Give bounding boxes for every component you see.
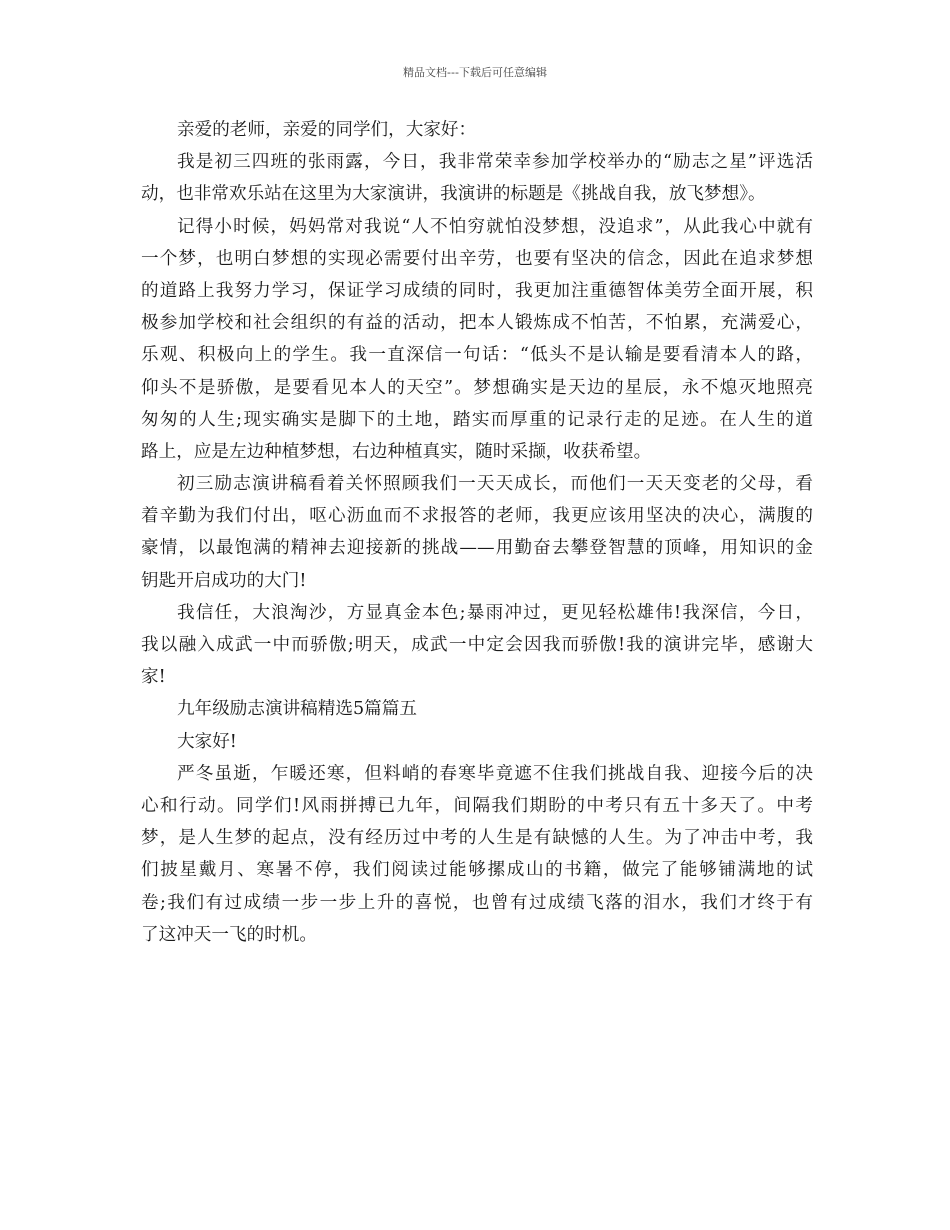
text-line: 动，也非常欢乐站在这里为大家演讲，我演讲的标题是《挑战自我，放飞梦想》。 bbox=[141, 184, 766, 205]
document-body bbox=[141, 114, 813, 951]
text-line: 我以融入成武一中而骄傲;明天，成武一中定会因我而骄傲!我的演讲完毕，感谢大 bbox=[141, 635, 813, 655]
text-line: 着辛勤为我们付出，呕心沥血而不求报答的老师，我更应该用坚决的决心，满腹的 bbox=[141, 506, 813, 527]
text-line: 心和行动。同学们!风雨拼搏已九年，间隔我们期盼的中考只有五十多天了。中考 bbox=[141, 795, 813, 816]
text-line: 豪情，以最饱满的精神去迎接新的挑战——用勤奋去攀登智慧的顶峰，用知识的金 bbox=[141, 538, 813, 559]
text-line: 大家好! bbox=[177, 731, 237, 752]
text-line: 初三励志演讲稿看着关怀照顾我们一天天成长，而他们一天天变老的父母，看 bbox=[177, 474, 813, 495]
text-line: 我信任，大浪淘沙，方显真金本色;暴雨冲过，更见轻松雄伟!我深信，今日， bbox=[177, 602, 813, 623]
text-line: 一个梦，也明白梦想的实现必需要付出辛劳，也要有坚决的信念，因此在追求梦想 bbox=[141, 248, 813, 269]
text-line: 的道路上我努力学习，保证学习成绩的同时，我更加注重德智体美劳全面开展，积 bbox=[141, 280, 813, 301]
text-line: 乐观、积极向上的学生。我一直深信一句话：“低头不是认输是要看清本人的路， bbox=[141, 345, 813, 366]
text-line: 我是初三四班的张雨露，今日，我非常荣幸参加学校举办的“励志之星”评选活 bbox=[177, 152, 813, 173]
text-line: 仰头不是骄傲，是要看见本人的天空”。梦想确实是天边的星辰，永不熄灭地照亮 bbox=[141, 377, 813, 398]
text-line: 梦，是人生梦的起点，没有经历过中考的人生是有缺憾的人生。为了冲击中考，我 bbox=[141, 828, 813, 849]
text-line: 钥匙开启成功的大门! bbox=[141, 570, 307, 591]
page-header: 精品文档---下载后可任意编辑 bbox=[403, 66, 547, 79]
text-line: 了这冲天一飞的时机。 bbox=[141, 924, 317, 945]
text-line: 亲爱的老师，亲爱的同学们，大家好： bbox=[177, 120, 477, 140]
text-line: 严冬虽逝，乍暖还寒，但料峭的春寒毕竟遮不住我们挑战自我、迎接今后的决 bbox=[177, 763, 813, 784]
section-heading: 九年级励志演讲稿精选5篇篇五 bbox=[177, 699, 417, 720]
text-line: 匆匆的人生;现实确实是脚下的土地，踏实而厚重的记录行走的足迹。在人生的道 bbox=[141, 409, 813, 430]
text-line: 卷;我们有过成绩一步一步上升的喜悦，也曾有过成绩飞落的泪水，我们才终于有 bbox=[141, 892, 813, 913]
text-line: 们披星戴月、寒暑不停，我们阅读过能够摞成山的书籍，做完了能够铺满地的试 bbox=[141, 860, 813, 881]
text-line: 极参加学校和社会组织的有益的活动，把本人锻炼成不怕苦，不怕累，充满爱心， bbox=[141, 313, 813, 334]
text-line: 记得小时候，妈妈常对我说“人不怕穷就怕没梦想，没追求”，从此我心中就有 bbox=[177, 216, 813, 237]
text-line: 家! bbox=[141, 667, 166, 688]
text-line: 路上，应是左边种植梦想，右边种植真实，随时采撷，收获希望。 bbox=[141, 441, 652, 462]
